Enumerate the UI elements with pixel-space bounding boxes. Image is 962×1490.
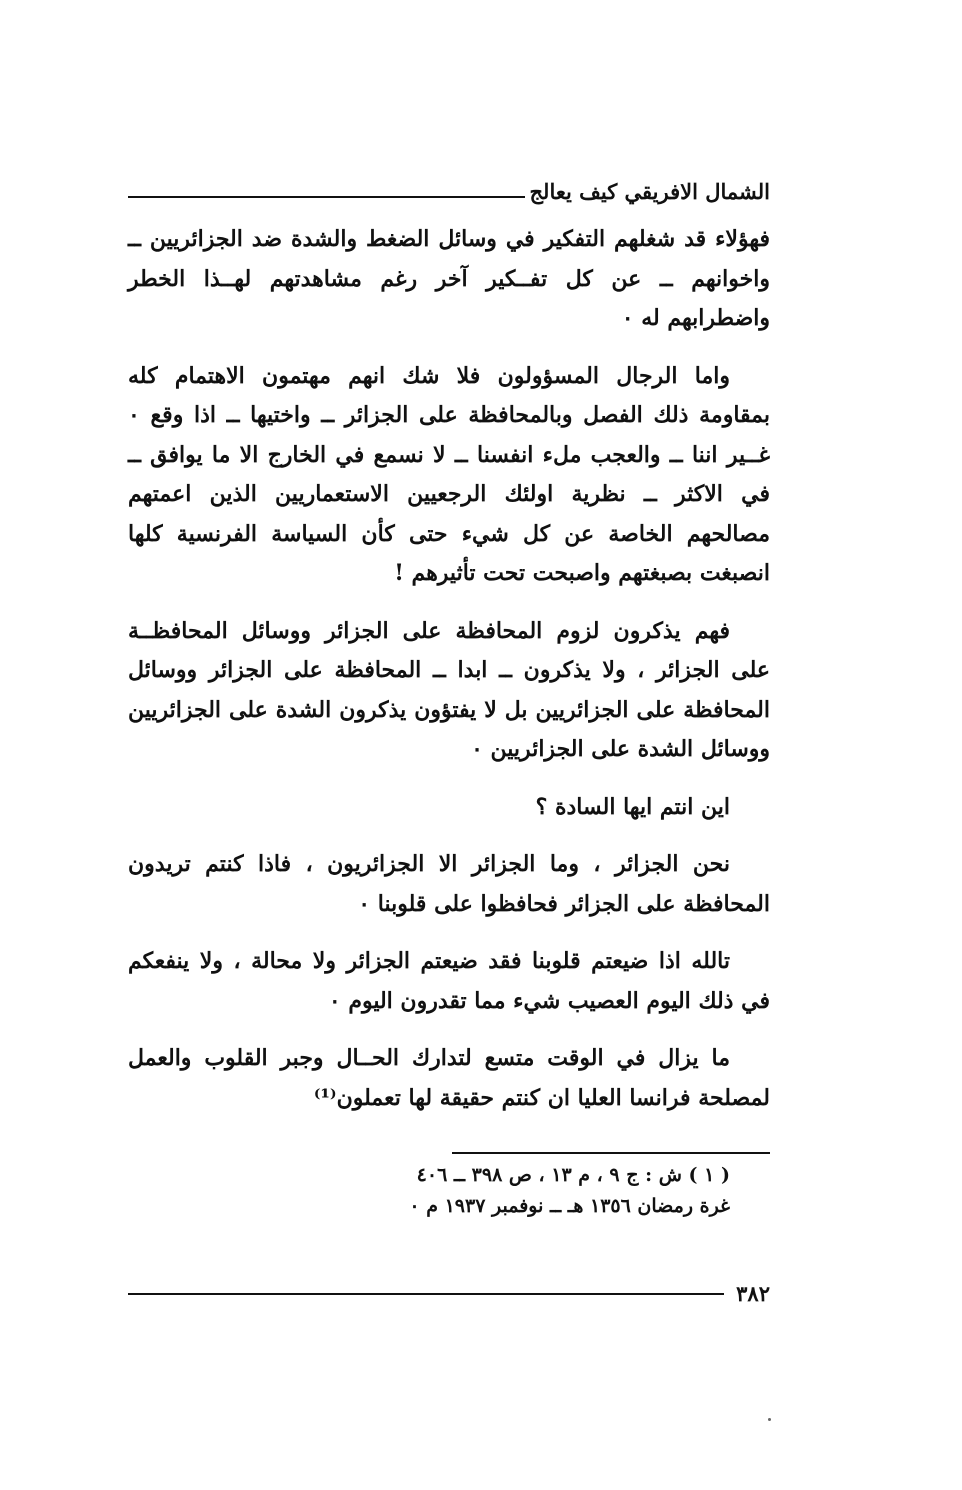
paragraph: تالله اذا ضيعتم قلوبنا فقد ضيعتم الجزائر ولا محالة ، ولا ينفعكم في ذلك اليوم العصيب شيء مما تقدرون اليوم ٠: [128, 948, 770, 1014]
footnote-line: غرة رمضان ١٣٥٦ هـ ــ نوفمبر ١٩٣٧ م ٠: [409, 1195, 730, 1217]
running-header-title: الشمال الافريقي كيف يعالج: [529, 179, 770, 204]
paragraph: واما الرجال المسؤولون فلا شك انهم مهتمون الاهتمام كله بمقاومة ذلك الفصل وبالمحافظة على الجزائر ــ واختيها ــ اذا وقع ٠ غــير اننا ــ والعجب ملء انفسنا ــ لا نسمع في الخارج الا ما يوافق ــ في الاكثر ــ نظرية اولئك الرجعيين الاستعماريين الذين اعمتهم مصالحهم الخاصة عن كل شيء حتى كأن السياسة الفرنسية كلها انصبغت بصبغتهم واصبحت تحت تأثيرهم !: [128, 362, 770, 586]
footnote-rule: [452, 1152, 770, 1154]
paragraph: نحن الجزائر ، وما الجزائر الا الجزائريون ، فاذا كنتم تريدون المحافظة على الجزائر فحافظوا على قلوبنا ٠: [128, 851, 770, 917]
page-body: [128, 220, 770, 1118]
footnotes: [128, 1160, 770, 1222]
scan-speck: [768, 1418, 771, 1421]
paragraph: فهم يذكرون لزوم المحافظة على الجزائر ووسائل المحافظــة على الجزائر ، ولا يذكرون ــ ابدا ــ المحافظة على الجزائر ووسائل المحافظة على الجزائريين بل لا يفتؤون يذكرون الشدة على الجزائريين ووسائل الشدة على الجزائريين ٠: [128, 617, 771, 762]
running-header: [128, 168, 770, 202]
footnote-line: ( ١ ) ش : ج ٩ ، م ١٣ ، ص ٣٩٨ ــ ٤٠٦: [416, 1164, 730, 1186]
page-number: ٣٨٢: [736, 1281, 770, 1306]
book-page: [128, 168, 770, 1222]
footer-rule: [128, 1293, 724, 1295]
page-footer: [128, 1281, 770, 1306]
paragraph: ما يزال في الوقت متسع لتدارك الحــال وجبر القلوب والعمل لمصلحة فرانسا العليا ان كنتم حقيقة لها تعملون⁽¹⁾: [128, 1045, 770, 1111]
header-rule: [128, 196, 525, 198]
paragraph: فهؤلاء قد شغلهم التفكير في وسائل الضغط والشدة ضد الجزائريين ــ واخوانهم ــ عن كل تفــكير آخر رغم مشاهدتهم لهــذا الخطر واضطرابهم له ٠: [128, 226, 770, 331]
paragraph: اين انتم ايها السادة ؟: [535, 793, 730, 820]
